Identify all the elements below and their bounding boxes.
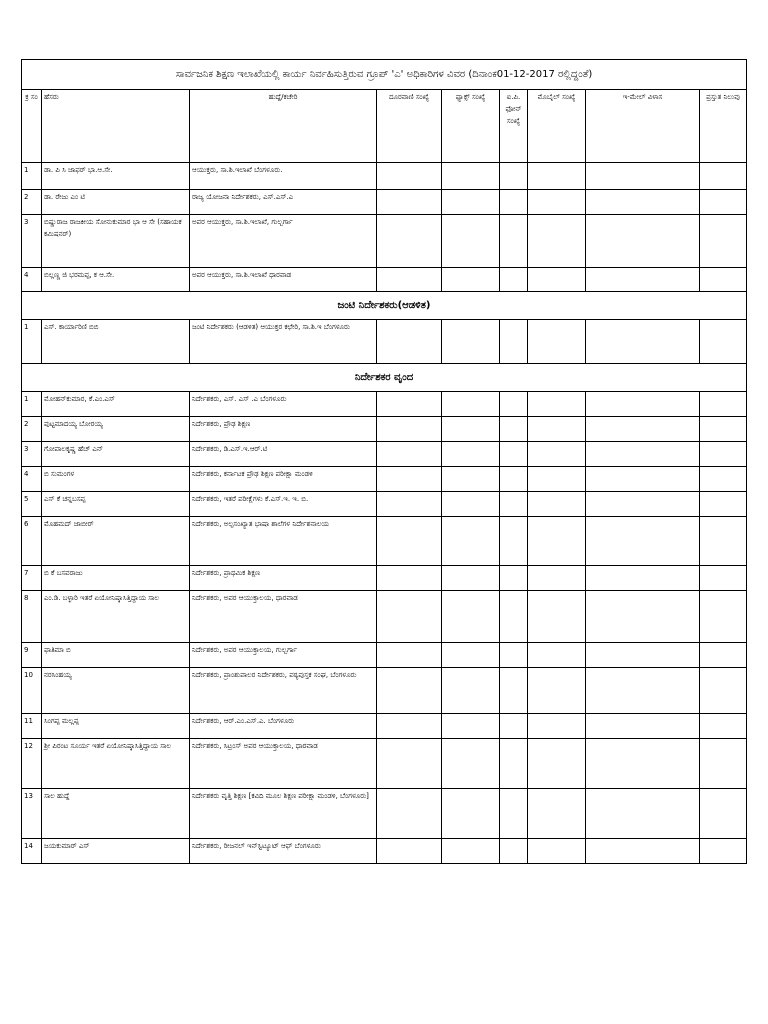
header-email: ಇ-ಮೇಲ್ ವಿಳಾಸ (586, 90, 700, 163)
mobile-cell (528, 467, 586, 492)
status-cell (700, 215, 747, 268)
email-cell (586, 566, 700, 591)
ip-phone-cell (500, 566, 528, 591)
serial-cell: 2 (22, 417, 42, 442)
name-cell: ಡಾ. ಪಿ ಸಿ ಜಾಫರ್ ಭಾ.ಆ.ಸೇ. (42, 163, 190, 190)
email-cell (586, 417, 700, 442)
table-row (22, 643, 747, 668)
serial-cell: 1 (22, 163, 42, 190)
email-cell (586, 442, 700, 467)
header-ip-phone: ಐ.ಪಿ. ಫೋನ್ ಸಂಖ್ಯೆ (500, 90, 528, 163)
status-cell (700, 591, 747, 643)
serial-cell: 11 (22, 714, 42, 739)
serial-cell: 4 (22, 467, 42, 492)
header-fax: ಫ್ಯಾಕ್ಸ್ ಸಂಖ್ಯೆ (442, 90, 500, 163)
post-cell: ನಿರ್ದೇಶಕರು, ಎಸ್. ಎಸ್ .ಎ ಬೆಂಗಳೂರು (190, 392, 377, 417)
serial-cell: 12 (22, 739, 42, 789)
table-row (22, 442, 747, 467)
phone-cell (377, 566, 442, 591)
name-cell: ಶ್ರೀ ಪಿರಂಟ ಸೂರ್ಯ ಇತರೆ ಏಯೋನಿಷ್ಕಾಸಿತ್ತಿದ್ದಾಯ ಸಾಲ (42, 739, 190, 789)
post-cell: ಅಪರ ಆಯುಕ್ತರು, ಸಾ.ಶಿ.ಇಲಾಖೆ, ಗುಲ್ಬರ್ಗಾ (190, 215, 377, 268)
name-cell: ಎಸ್. ಕಾರ್ಯಾರಿಣಿ ಬಿಬಿ (42, 320, 190, 364)
status-cell (700, 789, 747, 839)
email-cell (586, 215, 700, 268)
ip-phone-cell (500, 467, 528, 492)
mobile-cell (528, 163, 586, 190)
mobile-cell (528, 417, 586, 442)
ip-phone-cell (500, 215, 528, 268)
post-cell: ನಿರ್ದೇಶಕರು, ಪ್ರಾಂಶುಪಾಲರ ನಿರ್ದೇಶಕರು, ಪಠ್ಯಪುಸ್ತಕ ಸಂಘ, ಬೆಂಗಳೂರು (190, 668, 377, 714)
name-cell: ಬಿ ಸುಮಂಗಳ (42, 467, 190, 492)
fax-cell (442, 739, 500, 789)
officers-table (21, 59, 747, 864)
fax-cell (442, 668, 500, 714)
table-row (22, 492, 747, 517)
section-joint-directors: ಜಂಟಿ ನಿರ್ದೇಶಕರು(ಆಡಳಿತ) (22, 292, 747, 320)
fax-cell (442, 839, 500, 864)
header-name: ಹೆಸರು (42, 90, 190, 163)
mobile-cell (528, 668, 586, 714)
ip-phone-cell (500, 739, 528, 789)
name-cell: ಸಾಲ ಹುದ್ದೆ (42, 789, 190, 839)
email-cell (586, 163, 700, 190)
email-cell (586, 320, 700, 364)
name-cell: ಬಿಲ್ಲಣ್ಣ ಜಿ ಭರಮಪ್ಪ, ಕ ಆ.ಸೇ. (42, 268, 190, 292)
table-row (22, 320, 747, 364)
table-row (22, 591, 747, 643)
mobile-cell (528, 566, 586, 591)
email-cell (586, 714, 700, 739)
name-cell: ಸಿಂಗಪ್ಪ ಮಲ್ಲಪ್ಪ (42, 714, 190, 739)
name-cell: ಫಾತಿಮಾ ಬಿ (42, 643, 190, 668)
phone-cell (377, 417, 442, 442)
table-row (22, 190, 747, 215)
table-row (22, 566, 747, 591)
status-cell (700, 839, 747, 864)
status-cell (700, 643, 747, 668)
status-cell (700, 566, 747, 591)
mobile-cell (528, 268, 586, 292)
mobile-cell (528, 517, 586, 566)
serial-cell: 6 (22, 517, 42, 566)
status-cell (700, 392, 747, 417)
post-cell: ನಿರ್ದೇಶಕರು, ಸಿಟ್ರಂಸ್ ಅಪರ ಆಯುಕ್ತಾಲಯ, ಧಾರವಾಡ (190, 739, 377, 789)
phone-cell (377, 268, 442, 292)
status-cell (700, 739, 747, 789)
ip-phone-cell (500, 789, 528, 839)
status-cell (700, 190, 747, 215)
phone-cell (377, 517, 442, 566)
header-mobile: ಮೊಬೈಲ್ ಸಂಖ್ಯೆ (528, 90, 586, 163)
ip-phone-cell (500, 668, 528, 714)
phone-cell (377, 163, 442, 190)
post-cell: ಜಂಟಿ ನಿರ್ದೇಶಕರು (ಆಡಳಿತ) ಆಯುಕ್ತರ ಕಛೇರಿ, ಸಾ.ಶಿ.ಇ ಬೆಂಗಳೂರು (190, 320, 377, 364)
phone-cell (377, 789, 442, 839)
mobile-cell (528, 591, 586, 643)
table-row (22, 714, 747, 739)
status-cell (700, 163, 747, 190)
mobile-cell (528, 320, 586, 364)
ip-phone-cell (500, 517, 528, 566)
fax-cell (442, 591, 500, 643)
name-cell: ಮೋಹನ್‌ಕುಮಾರ, ಕೆ.ಎಂ.ಎಸ್ (42, 392, 190, 417)
serial-cell: 5 (22, 492, 42, 517)
phone-cell (377, 714, 442, 739)
table-row (22, 789, 747, 839)
email-cell (586, 517, 700, 566)
fax-cell (442, 566, 500, 591)
post-cell: ನಿರ್ದೇಶಕರು, ಅಲ್ಪಸಂಖ್ಯಾತ ಭಾಷಾ ಶಾಲೆಗಳ ನಿರ್ದೇಶನಾಲಯ (190, 517, 377, 566)
mobile-cell (528, 215, 586, 268)
status-cell (700, 668, 747, 714)
section-row (22, 292, 747, 320)
fax-cell (442, 643, 500, 668)
status-cell (700, 492, 747, 517)
name-cell: ಡಾ. ರೇಜು ಎಂ ಟಿ (42, 190, 190, 215)
ip-phone-cell (500, 714, 528, 739)
table-row (22, 517, 747, 566)
mobile-cell (528, 392, 586, 417)
fax-cell (442, 714, 500, 739)
fax-cell (442, 492, 500, 517)
email-cell (586, 392, 700, 417)
phone-cell (377, 467, 442, 492)
email-cell (586, 467, 700, 492)
ip-phone-cell (500, 839, 528, 864)
name-cell: ಜಯಕುಮಾರ್ ಎಸ್ (42, 839, 190, 864)
table-row (22, 417, 747, 442)
mobile-cell (528, 190, 586, 215)
phone-cell (377, 215, 442, 268)
phone-cell (377, 643, 442, 668)
phone-cell (377, 392, 442, 417)
status-cell (700, 442, 747, 467)
email-cell (586, 839, 700, 864)
status-cell (700, 320, 747, 364)
serial-cell: 2 (22, 190, 42, 215)
name-cell: ಬಿ ಕೆ ಬಸವರಾಜು (42, 566, 190, 591)
email-cell (586, 668, 700, 714)
ip-phone-cell (500, 190, 528, 215)
post-cell: ಅಪರ ಆಯುಕ್ತರು, ಸಾ.ಶಿ.ಇಲಾಖೆ ಧಾರವಾಡ (190, 268, 377, 292)
status-cell (700, 417, 747, 442)
ip-phone-cell (500, 591, 528, 643)
ip-phone-cell (500, 320, 528, 364)
phone-cell (377, 739, 442, 789)
mobile-cell (528, 643, 586, 668)
table-row (22, 268, 747, 292)
serial-cell: 1 (22, 320, 42, 364)
fax-cell (442, 417, 500, 442)
document-title: ಸಾರ್ವಜನಿಕ ಶಿಕ್ಷಣ ಇಲಾಖೆಯಲ್ಲಿ ಕಾರ್ಯ ನಿರ್ವಹಿಸುತ್ತಿರುವ ಗ್ರೂಪ್ 'ಎ' ಅಧಿಕಾರಿಗಳ ವಿವರ (ದಿನಾಂಕ01-12-2017 ರಲ್ಲಿದ್ದಂತೆ) (22, 60, 747, 90)
fax-cell (442, 392, 500, 417)
ip-phone-cell (500, 268, 528, 292)
serial-cell: 14 (22, 839, 42, 864)
mobile-cell (528, 739, 586, 789)
phone-cell (377, 492, 442, 517)
status-cell (700, 714, 747, 739)
phone-cell (377, 668, 442, 714)
name-cell: ಎಂ.ಡಿ. ಬಳ್ಳಾರಿ ಇತರೆ ಏಯೋನಿಷ್ಕಾಸಿತ್ತಿದ್ದಾಯ ಸಾಲ (42, 591, 190, 643)
phone-cell (377, 591, 442, 643)
header-status: ಪ್ರಸ್ತುತ ನಿಲುವು (700, 90, 747, 163)
post-cell: ಆಯುಕ್ತರು, ಸಾ.ಶಿ.ಇಲಾಖೆ ಬೆಂಗಳೂರು. (190, 163, 377, 190)
header-phone: ದೂರವಾಣಿ ಸಂಖ್ಯೆ (377, 90, 442, 163)
post-cell: ನಿರ್ದೇಶಕರು, ರೀಜನಲ್ ಇನ್‌ಸ್ಟಿಟ್ಯೂಟ್ ಆಫ್ ಬೆಂಗಳೂರು (190, 839, 377, 864)
email-cell (586, 643, 700, 668)
serial-cell: 13 (22, 789, 42, 839)
table-row (22, 215, 747, 268)
serial-cell: 4 (22, 268, 42, 292)
post-cell: ನಿರ್ದೇಶಕರು, ಇತರೆ ಪರೀಕ್ಷೆಗಳು ಕೆ.ಎಸ್.ಇ. ಇ. ಬಿ. (190, 492, 377, 517)
name-cell: ನರಸಿಂಹಯ್ಯ (42, 668, 190, 714)
mobile-cell (528, 492, 586, 517)
table-row (22, 392, 747, 417)
serial-cell: 3 (22, 442, 42, 467)
phone-cell (377, 839, 442, 864)
name-cell: ಗೋಪಾಲಕೃಷ್ಣ ಹೆಚ್ ಎನ್ (42, 442, 190, 467)
table-row (22, 839, 747, 864)
section-directors: ನಿರ್ದೇಶಕರ ವೃಂದ (22, 364, 747, 392)
serial-cell: 3 (22, 215, 42, 268)
ip-phone-cell (500, 392, 528, 417)
serial-cell: 8 (22, 591, 42, 643)
phone-cell (377, 442, 442, 467)
fax-cell (442, 215, 500, 268)
status-cell (700, 467, 747, 492)
fax-cell (442, 517, 500, 566)
post-cell: ನಿರ್ದೇಶಕರು, ಡಿ.ಎಸ್.ಇ.ಆರ್.ಟಿ (190, 442, 377, 467)
phone-cell (377, 190, 442, 215)
header-post: ಹುದ್ದೆ/ಕಚೇರಿ (190, 90, 377, 163)
table-row (22, 163, 747, 190)
email-cell (586, 591, 700, 643)
serial-cell: 1 (22, 392, 42, 417)
serial-cell: 7 (22, 566, 42, 591)
fax-cell (442, 268, 500, 292)
email-cell (586, 492, 700, 517)
post-cell: ನಿರ್ದೇಶಕರು, ಪ್ರಾಥಮಿಕ ಶಿಕ್ಷಣ (190, 566, 377, 591)
name-cell: ಪುಟ್ಟಮಾದಯ್ಯ ಬೋರಯ್ಯ (42, 417, 190, 442)
fax-cell (442, 163, 500, 190)
post-cell: ನಿರ್ದೇಶಕರು, ಪ್ರೌಢ ಶಿಕ್ಷಣ (190, 417, 377, 442)
serial-cell: 10 (22, 668, 42, 714)
fax-cell (442, 467, 500, 492)
email-cell (586, 789, 700, 839)
ip-phone-cell (500, 492, 528, 517)
header-serial: ಕ್ರ ಸಂ (22, 90, 42, 163)
status-cell (700, 268, 747, 292)
status-cell (700, 517, 747, 566)
name-cell: ಎಸ್ ಕೆ ಚನ್ನಬಸಪ್ಪ (42, 492, 190, 517)
post-cell: ರಾಜ್ಯ ಯೋಜನಾ ನಿರ್ದೇಶಕರು, ಎಸ್.ಎಸ್.ಎ (190, 190, 377, 215)
table-row (22, 739, 747, 789)
serial-cell: 9 (22, 643, 42, 668)
ip-phone-cell (500, 442, 528, 467)
post-cell: ನಿರ್ದೇಶಕರು ವೃತ್ತಿ ಶಿಕ್ಷಣ [ಕವಿದಿ ಮೂಲ ಶಿಕ್ಷಣ ಪರೀಕ್ಷಾ ಮಂಡಳಿ, ಬೆಂಗಳೂರು] (190, 789, 377, 839)
fax-cell (442, 320, 500, 364)
table-row (22, 467, 747, 492)
fax-cell (442, 442, 500, 467)
mobile-cell (528, 442, 586, 467)
email-cell (586, 268, 700, 292)
name-cell: ಬಿಷ್ಣುರಾಜ ರಾಜಕೀಯ ಸೋನುಕುಮಾರ ಭಾ ಆ ಸೇ (ಸಹಾಯಕ ಕಮಿಷನರ್) (42, 215, 190, 268)
ip-phone-cell (500, 163, 528, 190)
mobile-cell (528, 714, 586, 739)
name-cell: ಮೊಹಮದ್ ಜಾಬೀರ್ (42, 517, 190, 566)
ip-phone-cell (500, 643, 528, 668)
fax-cell (442, 789, 500, 839)
fax-cell (442, 190, 500, 215)
section-row (22, 364, 747, 392)
table-row (22, 668, 747, 714)
email-cell (586, 739, 700, 789)
mobile-cell (528, 789, 586, 839)
mobile-cell (528, 839, 586, 864)
ip-phone-cell (500, 417, 528, 442)
post-cell: ನಿರ್ದೇಶಕರು, ಅಪರ ಆಯುಕ್ತಾಲಯ, ಧಾರವಾಡ (190, 591, 377, 643)
post-cell: ನಿರ್ದೇಶಕರು, ಆರ್.ಎಂ.ಎಸ್.ಎ. ಬೆಂಗಳೂರು (190, 714, 377, 739)
post-cell: ನಿರ್ದೇಶಕರು, ಕರ್ನಾಟಕ ಪ್ರೌಢ ಶಿಕ್ಷಣ ಪರೀಕ್ಷಾ ಮಂಡಳಿ (190, 467, 377, 492)
email-cell (586, 190, 700, 215)
phone-cell (377, 320, 442, 364)
post-cell: ನಿರ್ದೇಶಕರು, ಅಪರ ಆಯುಕ್ತಾಲಯ, ಗುಲ್ಬರ್ಗಾ (190, 643, 377, 668)
